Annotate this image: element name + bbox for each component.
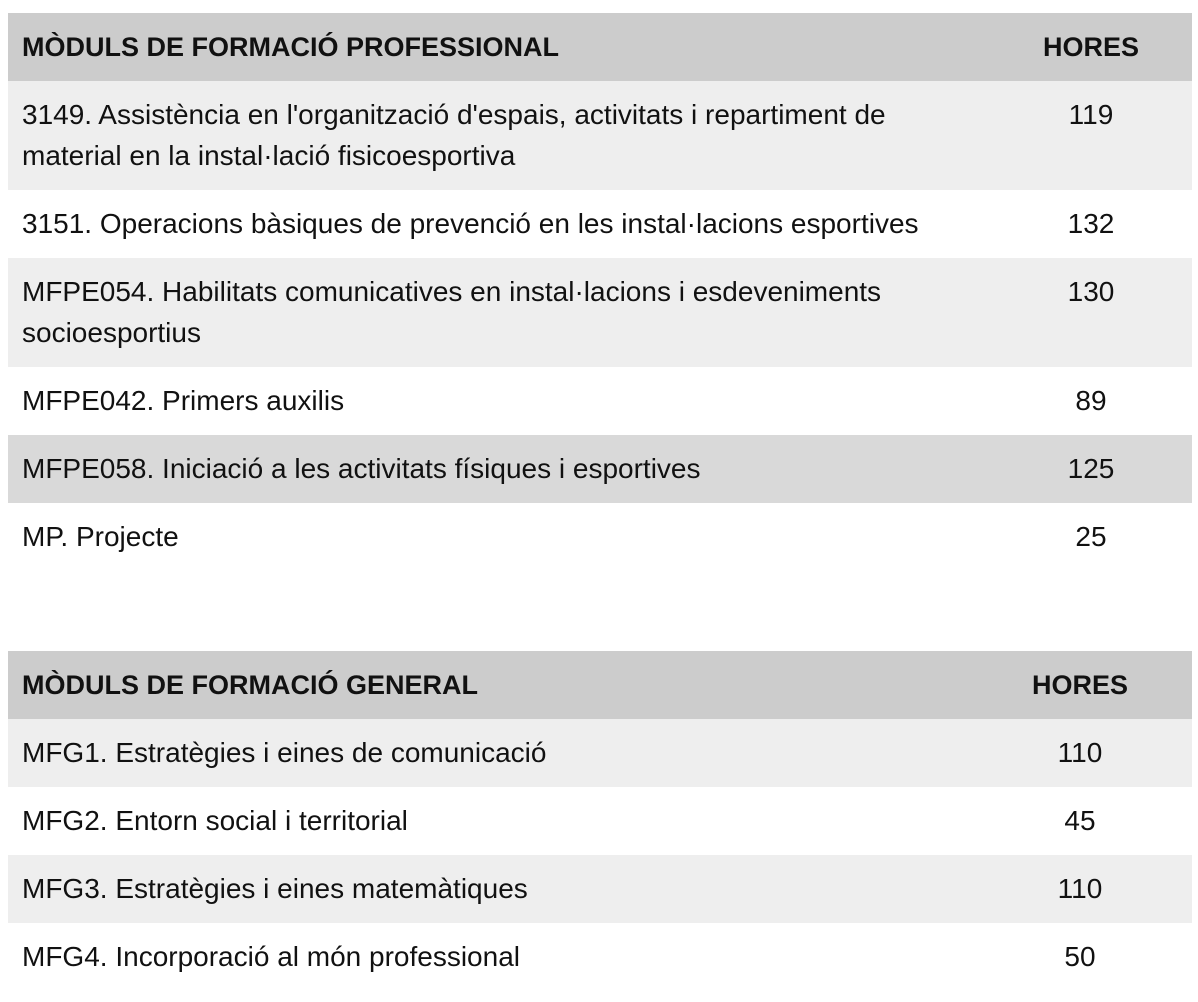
table-row: [8, 787, 1192, 855]
table-row: [8, 367, 1192, 435]
module-hours: 130: [990, 258, 1192, 367]
module-hours: 89: [990, 367, 1192, 435]
professional-modules-table: [8, 13, 1192, 571]
table-row: [8, 855, 1192, 923]
general-modules-table: [8, 651, 1192, 991]
table-header-row: [8, 651, 1192, 719]
module-hours: 125: [990, 435, 1192, 503]
table-row: [8, 190, 1192, 258]
table-header-row: [8, 13, 1192, 81]
table-row: [8, 258, 1192, 367]
module-hours: 25: [990, 503, 1192, 571]
module-name: MFPE054. Habilitats comunicatives en instal·lacions i esdeveniments socioesportius: [8, 258, 990, 367]
module-hours: 132: [990, 190, 1192, 258]
module-name: MP. Projecte: [8, 503, 990, 571]
module-name: MFPE042. Primers auxilis: [8, 367, 990, 435]
column-header-modules: MÒDULS DE FORMACIÓ GENERAL: [8, 651, 968, 719]
module-name: MFG2. Entorn social i territorial: [8, 787, 968, 855]
column-header-hours: HORES: [990, 13, 1192, 81]
table-row: [8, 923, 1192, 991]
module-hours: 110: [968, 719, 1192, 787]
table-row: [8, 435, 1192, 503]
table-row: [8, 719, 1192, 787]
module-name: 3151. Operacions bàsiques de prevenció en les instal·lacions esportives: [8, 190, 990, 258]
module-hours: 119: [990, 81, 1192, 190]
module-name: 3149. Assistència en l'organització d'espais, activitats i repartiment de material en la instal·lació fisicoesportiva: [8, 81, 990, 190]
module-hours: 45: [968, 787, 1192, 855]
module-name: MFG3. Estratègies i eines matemàtiques: [8, 855, 968, 923]
module-hours: 110: [968, 855, 1192, 923]
module-name: MFG4. Incorporació al món professional: [8, 923, 968, 991]
table-row: [8, 81, 1192, 190]
column-header-hours: HORES: [968, 651, 1192, 719]
module-name: MFPE058. Iniciació a les activitats físiques i esportives: [8, 435, 990, 503]
module-name: MFG1. Estratègies i eines de comunicació: [8, 719, 968, 787]
column-header-modules: MÒDULS DE FORMACIÓ PROFESSIONAL: [8, 13, 990, 81]
table-row: [8, 503, 1192, 571]
module-hours: 50: [968, 923, 1192, 991]
